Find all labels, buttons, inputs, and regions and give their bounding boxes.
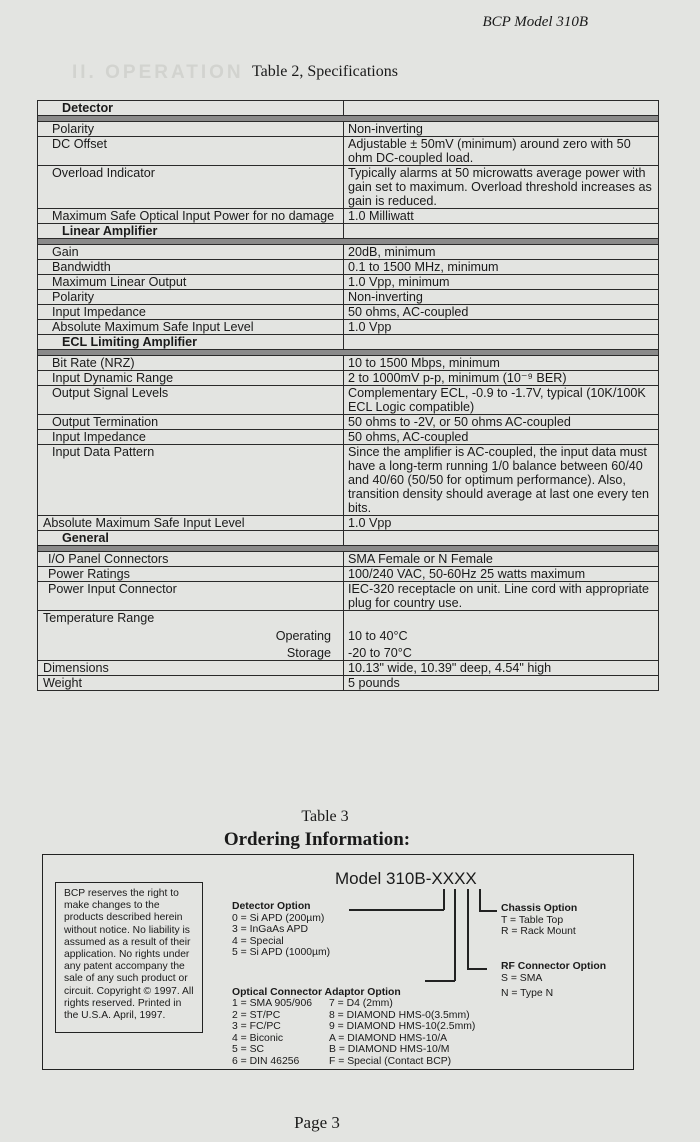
chassis-item: R = Rack Mount: [501, 926, 576, 938]
spec-row: [38, 245, 659, 260]
optical-item: 1 = SMA 905/906: [232, 998, 313, 1009]
optical-item: 9 = DIAMOND HMS-10(2.5mm): [329, 1021, 476, 1033]
spec-row: [38, 290, 659, 305]
spec-label: Gain: [38, 245, 344, 260]
spec-label: Power Ratings: [38, 567, 344, 582]
section-blank: [344, 224, 659, 239]
optical-item: 6 = DIN 46256: [232, 1055, 300, 1067]
spec-label: Polarity: [38, 290, 344, 305]
optical-item: 4 = Biconic: [232, 1032, 284, 1044]
detector-option: [232, 901, 330, 959]
spec-value: Non-inverting: [344, 122, 659, 137]
spec-row: [38, 567, 659, 582]
spec-value: Complementary ECL, -0.9 to -1.7V, typical (10K/100K ECL Logic compatible): [344, 386, 659, 415]
spec-row: [38, 430, 659, 445]
detector-item: 4 = Special: [232, 935, 284, 947]
table2-title: Table 2, Specifications: [252, 63, 398, 80]
spec-value: IEC-320 receptacle on unit. Line cord with appropriate plug for country use.: [344, 582, 659, 611]
copyright-notice: BCP reserves the right to make changes to the products described herein without notice. No liability is assumed as a result of their application. No rights under any patent accompany the sale of any such product or circuit. Copyright © 1997. All rights reserved. Printed in the U.S.A. April, 1997.: [55, 882, 203, 1033]
section-header: [38, 101, 659, 116]
connector-line: [479, 889, 481, 911]
operating-value: 10 to 40°C: [348, 629, 408, 643]
spec-label: Maximum Linear Output: [38, 275, 344, 290]
spec-row: [38, 629, 659, 661]
optical-right-column: [329, 998, 475, 1068]
spec-body: [38, 101, 659, 611]
connector-line: [467, 889, 469, 969]
detector-item: 3 = InGaAs APD: [232, 924, 308, 936]
model-code: Model 310B-XXXX: [335, 869, 477, 888]
spec-label: Absolute Maximum Safe Input Level: [38, 516, 344, 531]
spec-value: 5 pounds: [344, 676, 659, 691]
spec-label: Input Impedance: [38, 430, 344, 445]
connector-line: [443, 889, 445, 910]
connector-line: [467, 968, 487, 970]
section-blank: [344, 531, 659, 546]
section-blank: [344, 101, 659, 116]
spec-value: 10 to 1500 Mbps, minimum: [344, 356, 659, 371]
spec-label: Temperature Range: [38, 611, 344, 630]
chassis-option-title: Chassis Option: [501, 903, 578, 914]
spec-value: Non-inverting: [344, 290, 659, 305]
spec-label: DC Offset: [38, 137, 344, 166]
spec-value: 1.0 Vpp: [344, 516, 659, 531]
spec-row: [38, 371, 659, 386]
spec-value: Typically alarms at 50 microwatts average power with gain set to maximum. Overload threshold increases as gain is reduced.: [344, 166, 659, 209]
spec-value: 50 ohms, AC-coupled: [344, 305, 659, 320]
spec-row: [38, 386, 659, 415]
spec-row: [38, 137, 659, 166]
spec-label: Polarity: [38, 122, 344, 137]
bleed-through-heading: II. OPERATION: [72, 62, 244, 83]
temp-values: [344, 629, 659, 661]
spec-row: [38, 166, 659, 209]
optical-item: 2 = ST/PC: [232, 1009, 281, 1021]
connector-line: [454, 889, 456, 981]
section-header: [38, 531, 659, 546]
spec-row: [38, 122, 659, 137]
spec-value: 1.0 Vpp: [344, 320, 659, 335]
spec-value: SMA Female or N Female: [344, 552, 659, 567]
optical-item: 5 = SC: [232, 1044, 265, 1056]
detector-item: 5 = Si APD (1000µm): [232, 947, 331, 959]
section-title: Linear Amplifier: [38, 224, 344, 239]
spec-row: [38, 275, 659, 290]
spec-label: Overload Indicator: [38, 166, 344, 209]
spec-row: [38, 582, 659, 611]
rf-item: N = Type N: [501, 988, 554, 1000]
page-header: BCP Model 310B: [482, 14, 588, 30]
spec-row: [38, 445, 659, 516]
spec-row: [38, 305, 659, 320]
chassis-item: T = Table Top: [501, 914, 564, 926]
optical-connector-option: [232, 987, 401, 999]
detector-item: 0 = Si APD (200µm): [232, 912, 325, 924]
spec-row: [38, 611, 659, 630]
specifications-table: [37, 100, 659, 691]
ordering-box: [42, 854, 634, 1070]
spec-label: Dimensions: [38, 661, 344, 676]
spec-label: Input Data Pattern: [38, 445, 344, 516]
spec-row: [38, 661, 659, 676]
rf-option-title: RF Connector Option: [501, 961, 607, 972]
spec-label: Bandwidth: [38, 260, 344, 275]
spec-label: Output Signal Levels: [38, 386, 344, 415]
spec-label: Absolute Maximum Safe Input Level: [38, 320, 344, 335]
spec-label: Power Input Connector: [38, 582, 344, 611]
spec-value: 0.1 to 1500 MHz, minimum: [344, 260, 659, 275]
optical-left-column: [232, 998, 312, 1068]
spec-label: Input Dynamic Range: [38, 371, 344, 386]
spec-row: [38, 415, 659, 430]
chassis-option: [501, 903, 577, 938]
storage-value: -20 to 70°C: [348, 646, 412, 660]
spec-value: 1.0 Vpp, minimum: [344, 275, 659, 290]
spec-value: 2 to 1000mV p-p, minimum (10⁻⁹ BER): [344, 371, 659, 386]
connector-line: [479, 910, 497, 912]
operating-label: Operating: [275, 629, 331, 643]
page-number: Page 3: [294, 1113, 340, 1132]
spec-value: 100/240 VAC, 50-60Hz 25 watts maximum: [344, 567, 659, 582]
spec-row: [38, 209, 659, 224]
spec-label: Maximum Safe Optical Input Power for no damage: [38, 209, 344, 224]
spec-value: 20dB, minimum: [344, 245, 659, 260]
detector-option-title: Detector Option: [232, 901, 311, 912]
spec-label: I/O Panel Connectors: [38, 552, 344, 567]
spec-row: [38, 320, 659, 335]
ordering-title: Ordering Information:: [223, 829, 411, 850]
spec-row: [38, 516, 659, 531]
spec-label: Weight: [38, 676, 344, 691]
connector-line: [425, 980, 455, 982]
rf-item: S = SMA: [501, 972, 543, 984]
spec-value: Since the amplifier is AC-coupled, the input data must have a long-term running 1/0 balance between 60/40 and 40/60 (50/50 for optimum performance). Also, transition density should average at last one every ten bits.: [344, 445, 659, 516]
section-title: Detector: [38, 101, 344, 116]
spec-value: Adjustable ± 50mV (minimum) around zero with 50 ohm DC-coupled load.: [344, 137, 659, 166]
storage-label: Storage: [286, 646, 331, 660]
optical-option-title: Optical Connector Adaptor Option: [232, 987, 401, 998]
spec-row: [38, 552, 659, 567]
section-title: General: [38, 531, 344, 546]
connector-line: [349, 909, 444, 911]
optical-item: 8 = DIAMOND HMS-0(3.5mm): [329, 1009, 470, 1021]
spec-value: [344, 611, 659, 630]
rf-connector-option: [501, 961, 606, 1000]
section-header: [38, 224, 659, 239]
temp-labels: [38, 629, 344, 661]
optical-item: A = DIAMOND HMS-10/A: [329, 1032, 448, 1044]
section-blank: [344, 335, 659, 350]
spec-row: [38, 260, 659, 275]
spec-value: 50 ohms to -2V, or 50 ohms AC-coupled: [344, 415, 659, 430]
spec-label: Output Termination: [38, 415, 344, 430]
table3-title: Table 3: [301, 808, 349, 825]
optical-item: 7 = D4 (2mm): [329, 998, 393, 1009]
spec-value: 50 ohms, AC-coupled: [344, 430, 659, 445]
optical-item: 3 = FC/PC: [232, 1021, 281, 1033]
spec-row: [38, 356, 659, 371]
spec-value: 1.0 Milliwatt: [344, 209, 659, 224]
spec-label: Input Impedance: [38, 305, 344, 320]
section-header: [38, 335, 659, 350]
spec-row: [38, 676, 659, 691]
spec-label: Bit Rate (NRZ): [38, 356, 344, 371]
spec-tail: [38, 611, 659, 691]
optical-item: B = DIAMOND HMS-10/M: [329, 1044, 450, 1056]
section-title: ECL Limiting Amplifier: [38, 335, 344, 350]
optical-item: F = Special (Contact BCP): [329, 1055, 452, 1067]
spec-value: 10.13" wide, 10.39" deep, 4.54" high: [344, 661, 659, 676]
